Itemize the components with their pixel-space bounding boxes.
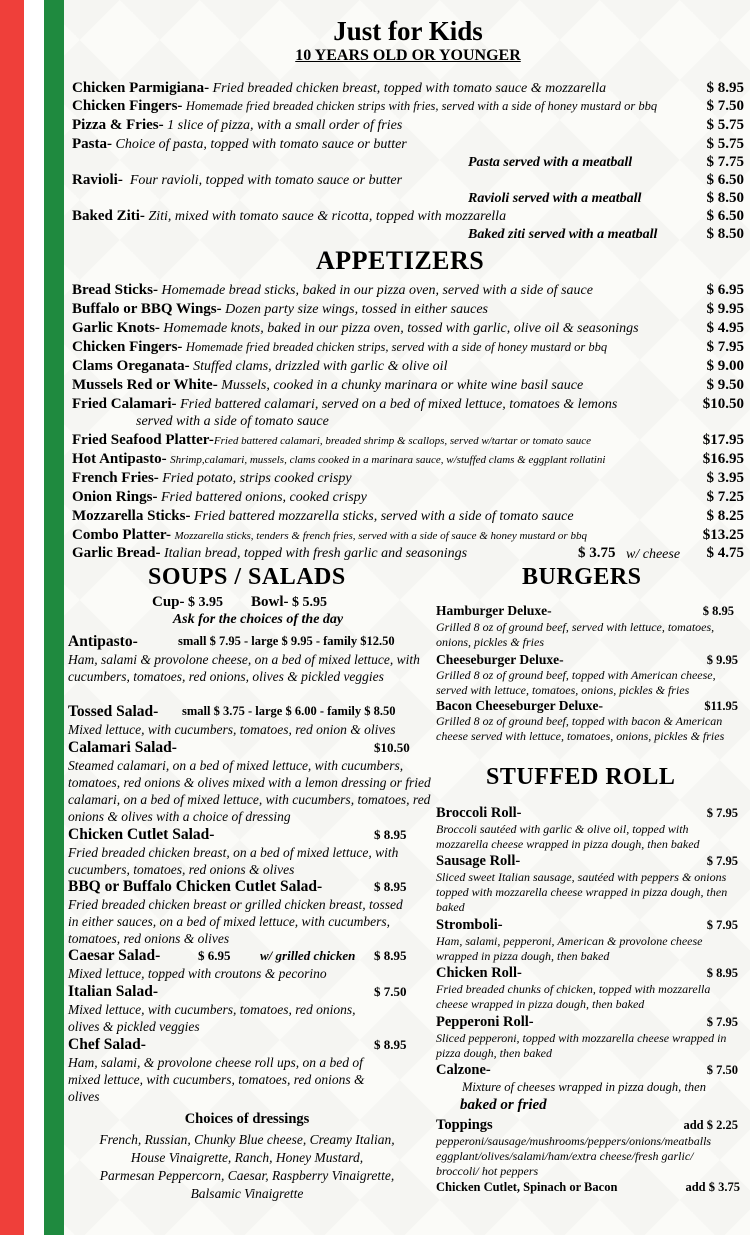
dressing-line: French, Russian, Chunky Blue cheese, Creamy Italian, <box>99 1132 395 1147</box>
item-price: $ 4.95 <box>706 320 744 336</box>
item-price: $ 8.95 <box>374 1037 407 1052</box>
item-desc: Homemade fried breaded chicken strips with fries, served with a side of honey mustard or bbq <box>185 99 658 113</box>
item-name: Pasta- <box>72 136 112 152</box>
item-name: Pizza & Fries- <box>72 117 164 133</box>
item-price: $ 6.50 <box>706 208 744 224</box>
flag-stripe-white <box>24 0 44 1235</box>
item-price: $ 7.75 <box>706 154 744 170</box>
item-price: $16.95 <box>702 451 744 467</box>
appetizer-item <box>72 527 744 545</box>
item-price: $ 5.75 <box>706 136 744 152</box>
burger-name: Bacon Cheeseburger Deluxe- <box>436 698 603 713</box>
item-name: Mozzarella Sticks- <box>72 508 191 524</box>
item-desc: 1 slice of pizza, with a small order of fries <box>167 118 403 133</box>
roll-desc: Ham, salami, pepperoni, American & provolone cheese wrapped in pizza dough, then baked <box>436 934 703 963</box>
toppings-desc: pepperoni/sausage/mushrooms/peppers/onions/meatballs eggplant/olives/salami/ham/extra cheese/fresh garlic/ broccoli/ hot peppers <box>436 1134 712 1178</box>
salad-item <box>68 633 422 685</box>
item-price: $ 5.75 <box>706 117 744 133</box>
item-price: $10.50 <box>702 396 744 412</box>
item-price: $ 9.95 <box>706 301 744 317</box>
roll-price: $ 7.50 <box>706 1063 738 1077</box>
roll-price: $ 7.95 <box>706 1015 738 1029</box>
flag-stripe-green <box>44 0 64 1235</box>
item-name: Chicken Cutlet Salad- <box>68 826 215 843</box>
item-desc: Fried potato, strips cooked crispy <box>162 471 352 486</box>
item-desc: Fried battered onions, cooked crispy <box>160 490 367 505</box>
kids-item <box>72 136 744 153</box>
item-desc: Mozzarella sticks, tenders & french fries, served with a side of sauce & honey mustard or bbq <box>174 530 587 542</box>
item-name: Italian Salad- <box>68 983 159 1000</box>
appetizer-item <box>72 451 744 469</box>
item-desc: Fried breaded chicken breast, topped with tomato sauce & mozzarella <box>212 81 607 96</box>
item-price: $ 7.25 <box>706 489 744 505</box>
item-name: Fried Seafood Platter- <box>72 432 214 448</box>
item-name: Ravioli- <box>72 172 123 188</box>
burger-price: $ 8.95 <box>702 604 734 618</box>
roll-desc: Sliced sweet Italian sausage, sautéed with peppers & onions topped with mozzarella cheese wrapped in pizza dough, then baked <box>436 870 728 914</box>
appetizers-title: APPETIZERS <box>316 246 485 275</box>
cup-label: Cup- <box>152 594 185 610</box>
roll-name: Pepperoni Roll- <box>436 1014 534 1030</box>
item-name: Onion Rings- <box>72 489 158 505</box>
item-desc: Italian bread, topped with fresh garlic and seasonings <box>163 546 468 561</box>
item-name: Fried Calamari- <box>72 396 177 412</box>
flag-stripe-red <box>0 0 24 1235</box>
appetizer-item <box>72 339 744 356</box>
dressings-list <box>70 1131 424 1203</box>
item-subline: Ravioli served with a meatball <box>468 191 642 206</box>
kids-item <box>72 208 744 225</box>
item-desc: Homemade bread sticks, baked in our pizza oven, served with a side of sauce <box>161 283 593 298</box>
appetizer-item <box>72 508 744 525</box>
salad-item <box>68 826 422 878</box>
burger-desc: Grilled 8 oz of ground beef, topped with bacon & American cheese served with lettuce, tomatoes, onions, pickles & fries <box>436 714 725 743</box>
item-name: Baked Ziti- <box>72 208 145 224</box>
item-desc: Homemade fried breaded chicken strips, served with a side of honey mustard or bbq <box>185 340 608 354</box>
salad-item <box>68 1036 422 1105</box>
item-name: Caesar Salad- <box>68 947 161 964</box>
item-name: Garlic Knots- <box>72 320 160 336</box>
item-price: $13.25 <box>702 527 744 543</box>
item-name: Chef Salad- <box>68 1036 146 1053</box>
item-price: $ 7.95 <box>706 339 744 355</box>
item-name: Chicken Parmigiana- <box>72 80 210 96</box>
roll-price: $ 7.95 <box>706 918 738 932</box>
item-price: $17.95 <box>702 432 744 448</box>
item-subline: Baked ziti served with a meatball <box>468 227 658 242</box>
roll-name: Broccoli Roll- <box>436 805 522 821</box>
roll-desc: Fried breaded chunks of chicken, topped with mozzarella cheese wrapped in pizza dough, then baked <box>436 982 711 1011</box>
appetizer-desc-cont <box>136 413 536 430</box>
item-price: $ 4.75 <box>706 545 744 561</box>
appetizer-item <box>72 489 744 506</box>
item-price: small $ 3.75 - large $ 6.00 - family $ 8.50 <box>182 704 396 718</box>
item-name: Buffalo or BBQ Wings- <box>72 301 222 317</box>
kids-item <box>72 117 744 134</box>
item-price: $ 6.50 <box>706 172 744 188</box>
item-price: $ 7.50 <box>374 984 407 999</box>
roll-desc: Broccoli sautéed with garlic & olive oil, topped with mozzarella cheese wrapped in pizza dough, then baked <box>436 822 700 851</box>
soups-note: Ask for the choices of the day <box>172 612 344 627</box>
item-desc: Dozen party size wings, tossed in either sauces <box>225 302 488 317</box>
item-desc: Mussels, cooked in a chunky marinara or white wine basil sauce <box>221 378 584 393</box>
item-option-label: w/ grilled chicken <box>260 948 356 963</box>
item-name: Bread Sticks- <box>72 282 158 298</box>
appetizer-item <box>72 320 744 337</box>
soups-sizes <box>152 594 327 611</box>
salad-item <box>68 878 422 947</box>
item-name: Antipasto- <box>68 633 138 650</box>
item-name: Calamari Salad- <box>68 739 177 756</box>
item-desc: Ham, salami, & provolone cheese roll ups, on a bed of mixed lettuce, with cucumbers, tomatoes, red onions & olives <box>68 1055 365 1104</box>
burger-price: $ 9.95 <box>706 653 738 667</box>
item-desc: Stuffed clams, drizzled with garlic & olive oil <box>193 359 448 374</box>
item-price: $ 6.95 <box>198 948 231 963</box>
item-desc: Choice of pasta, topped with tomato sauce or butter <box>115 137 407 152</box>
item-desc: served with a side of tomato sauce <box>136 414 329 429</box>
item-desc: Mixed lettuce, with cucumbers, tomatoes, red onions, olives & pickled veggies <box>68 1002 356 1034</box>
item-desc: Four ravioli, topped with tomato sauce or butter <box>129 173 403 188</box>
roll-desc: Mixture of cheeses wrapped in pizza dough, then <box>462 1080 706 1094</box>
dressing-line: Balsamic Vinaigrette <box>190 1186 304 1201</box>
appetizer-item <box>72 301 744 318</box>
item-price: $ 8.50 <box>706 190 744 206</box>
kids-item <box>72 98 744 115</box>
appetizer-item <box>72 396 744 413</box>
calzone-note: baked or fried <box>460 1097 547 1113</box>
stuffed-title: STUFFED ROLL <box>486 764 676 790</box>
item-desc: Fried battered calamari, breaded shrimp & scallops, served w/tartar or tomato sauce <box>213 435 592 447</box>
roll-name: Calzone- <box>436 1062 491 1078</box>
item-price: $ 8.95 <box>374 948 407 963</box>
item-price: $ 3.75 <box>578 545 616 561</box>
dressings-title: Choices of dressings <box>184 1111 310 1127</box>
salad-item <box>68 739 431 825</box>
salad-item <box>68 703 422 738</box>
kids-subtitle: 10 YEARS OLD OR YOUNGER <box>295 47 521 64</box>
item-price: $ 8.95 <box>374 827 407 842</box>
item-name: Combo Platter- <box>72 527 171 543</box>
item-name: BBQ or Buffalo Chicken Cutlet Salad- <box>68 878 323 895</box>
item-desc: Fried battered mozzarella sticks, served with a side of tomato sauce <box>193 509 574 524</box>
roll-name: Stromboli- <box>436 917 503 933</box>
appetizer-item <box>72 432 744 450</box>
soups-title: SOUPS / SALADS <box>148 564 346 590</box>
item-subline: Pasta served with a meatball <box>468 155 633 170</box>
item-desc: Steamed calamari, on a bed of mixed lettuce, with cucumbers, tomatoes, red onions & olives mixed with a lemon dressing or fried calamari, on a bed of mixed lettuce, with cucumbers, tomatoes, red onions & olives with a choice of dressing <box>68 758 431 824</box>
kids-item <box>72 172 744 189</box>
item-desc: Fried battered calamari, served on a bed of mixed lettuce, tomatoes & lemons <box>180 397 618 412</box>
roll-name: Sausage Roll- <box>436 853 521 869</box>
toppings-label: Toppings <box>436 1117 493 1133</box>
burger-price: $11.95 <box>704 699 738 713</box>
item-desc: Ham, salami & provolone cheese, on a bed of mixed lettuce, with cucumbers, tomatoes, red onions, olives & pickled veggies <box>68 652 420 684</box>
roll-price: $ 8.95 <box>706 966 738 980</box>
toppings-price: add $ 2.25 <box>683 1118 738 1132</box>
item-desc: Mixed lettuce, topped with croutons & pecorino <box>68 966 327 981</box>
menu-page <box>70 0 746 1235</box>
item-price: small $ 7.95 - large $ 9.95 - family $12.50 <box>178 634 395 648</box>
appetizer-item <box>72 377 744 394</box>
item-desc: Homemade knots, baked in our pizza oven, tossed with garlic, olive oil & seasonings <box>163 321 639 336</box>
dressing-line: House Vinaigrette, Ranch, Honey Mustard, <box>130 1150 364 1165</box>
kids-title: Just for Kids <box>333 16 483 46</box>
item-name: Tossed Salad- <box>68 703 159 720</box>
roll-desc: Sliced pepperoni, topped with mozzarella cheese wrapped in pizza dough, then baked <box>436 1031 727 1060</box>
appetizer-item <box>72 470 744 487</box>
burgers-title: BURGERS <box>522 564 642 590</box>
item-price: $ 8.50 <box>706 226 744 242</box>
salad-item <box>68 947 422 982</box>
appetizer-item <box>72 545 744 562</box>
roll-name: Chicken Roll- <box>436 965 522 981</box>
item-desc: Ziti, mixed with tomato sauce & ricotta, topped with mozzarella <box>148 209 507 224</box>
item-price: $ 8.95 <box>374 879 407 894</box>
cup-price: $ 3.95 <box>188 595 224 610</box>
item-name: Clams Oreganata- <box>72 358 190 374</box>
item-name: Mussels Red or White- <box>72 377 218 393</box>
item-desc: Mixed lettuce, with cucumbers, tomatoes, red onion & olives <box>68 722 396 737</box>
item-desc: Shrimp,calamari, mussels, clams cooked in a marinara sauce, w/stuffed clams & eggplant rollatini <box>170 454 606 466</box>
item-desc: Fried breaded chicken breast, on a bed of mixed lettuce, with cucumbers, tomatoes, red onions & olives <box>68 845 399 877</box>
burger-desc: Grilled 8 oz of ground beef, served with lettuce, tomatoes, onions, pickles & fries <box>436 620 715 649</box>
burger-name: Hamburger Deluxe- <box>436 603 552 618</box>
item-price: $ 8.95 <box>706 80 744 96</box>
item-name: French Fries- <box>72 470 159 486</box>
item-price: $ 9.00 <box>706 358 744 374</box>
item-price: $10.50 <box>374 740 410 755</box>
item-price: $ 8.25 <box>706 508 744 524</box>
roll-price: $ 7.95 <box>706 806 738 820</box>
appetizer-item <box>72 282 744 299</box>
salad-item <box>68 983 422 1035</box>
dressing-line: Parmesan Peppercorn, Caesar, Raspberry Vinaigrette, <box>99 1168 395 1183</box>
item-name: Chicken Fingers- <box>72 98 183 114</box>
item-desc: Fried breaded chicken breast or grilled chicken breast, tossed in either sauces, on a bed of mixed lettuce, with cucumbers, tomatoes, red onions & olives <box>68 897 403 946</box>
burger-name: Cheeseburger Deluxe- <box>436 652 564 667</box>
extra-toppings-label: Chicken Cutlet, Spinach or Bacon <box>436 1180 618 1194</box>
item-name: Hot Antipasto- <box>72 451 167 467</box>
kids-item <box>72 80 744 97</box>
item-name: Chicken Fingers- <box>72 339 183 355</box>
bowl-label: Bowl- <box>251 594 289 610</box>
item-price: $ 9.50 <box>706 377 744 393</box>
extra-toppings-price: add $ 3.75 <box>685 1180 740 1194</box>
appetizer-item <box>72 358 744 375</box>
item-price: $ 6.95 <box>706 282 744 298</box>
item-option-label: w/ cheese <box>626 547 681 562</box>
bowl-price: $ 5.95 <box>292 595 328 610</box>
item-name: Garlic Bread- <box>72 545 161 561</box>
roll-price: $ 7.95 <box>706 854 738 868</box>
burger-desc: Grilled 8 oz of ground beef, topped with American cheese, served with lettuce, tomatoes, onions, pickles & fries <box>436 668 716 697</box>
item-price: $ 3.95 <box>706 470 744 486</box>
item-price: $ 7.50 <box>706 98 744 114</box>
